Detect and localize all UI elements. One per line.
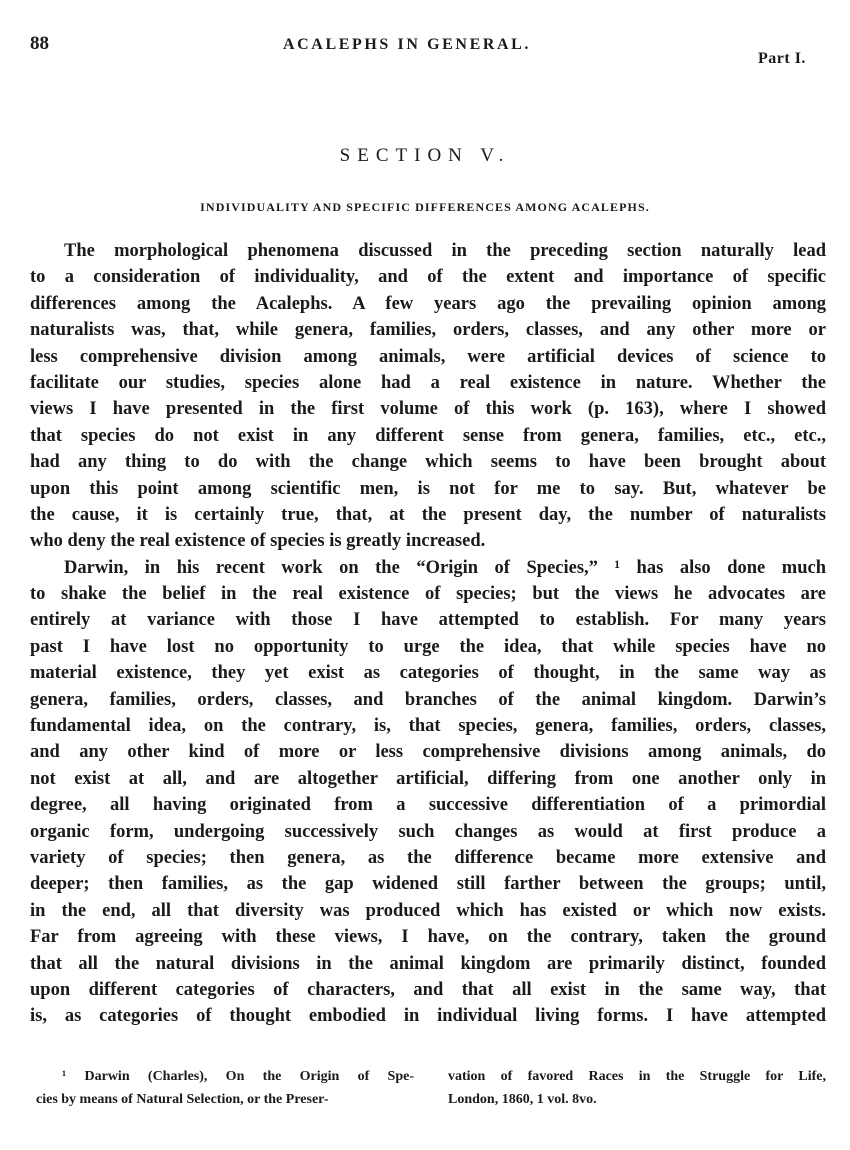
text-line: Darwin, in his recent work on the “Origin of Species,” ¹ has also done much [64, 557, 826, 578]
text-line: and any other kind of more or less comprehensive divisions among animals, do [30, 742, 826, 763]
text-line: is, as categories of thought embodied in individual living forms. I have attempted [30, 1006, 826, 1027]
footnote-column-right [448, 1065, 826, 1111]
text-line: differences among the Acalephs. A few years ago the prevailing opinion among [30, 293, 826, 314]
footnote-column-left [36, 1065, 414, 1111]
text-line: deeper; then families, as the gap widened still farther between the groups; until, [30, 874, 826, 895]
footnote-line: cies by means of Natural Selection, or the Preser- [36, 1092, 329, 1107]
text-line: Far from agreeing with these views, I have, on the contrary, taken the ground [30, 927, 826, 948]
text-line: to shake the belief in the real existence of species; but the views he advocates are [30, 584, 826, 605]
footnote-line: London, 1860, 1 vol. 8vo. [448, 1092, 597, 1107]
text-line: The morphological phenomena discussed in the preceding section naturally lead [64, 241, 826, 261]
text-line: the cause, it is certainly true, that, at the present day, the number of naturalists [30, 504, 826, 525]
text-line: that species do not exist in any different sense from genera, families, etc., etc., [30, 425, 826, 446]
text-line: upon different categories of characters, and that all exist in the same way, that [30, 979, 826, 1000]
text-line: that all the natural divisions in the animal kingdom are primarily distinct, founded [30, 953, 826, 974]
text-line: material existence, they yet exist as categories of thought, in the same way as [30, 663, 826, 684]
page-number: 88 [30, 33, 49, 54]
text-line: entirely at variance with those I have attempted to establish. For many years [30, 610, 826, 631]
text-line: to a consideration of individuality, and of the extent and importance of specific [30, 267, 826, 288]
text-line: past I have lost no opportunity to urge the idea, that while species have no [30, 636, 826, 657]
text-line: degree, all having originated from a successive differentiation of a primordial [30, 795, 826, 816]
text-line: had any thing to do with the change which seems to have been brought about [30, 452, 826, 473]
text-line: organic form, undergoing successively such changes as would at first produce a [30, 821, 826, 842]
footnotes [36, 1065, 826, 1111]
text-line: who deny the real existence of species is greatly increased. [30, 531, 486, 552]
text-line: in the end, all that diversity was produced which has existed or which now exists. [30, 900, 826, 921]
footnote-line: vation of favored Races in the Struggle for Life, [448, 1069, 826, 1084]
text-line: facilitate our studies, species alone had a real existence in nature. Whether the [30, 372, 826, 393]
text-line: naturalists was, that, while genera, families, orders, classes, and any other more or [30, 320, 826, 341]
body-text [30, 238, 826, 1030]
text-line: upon this point among scientific men, is not for me to say. But, whatever be [30, 478, 826, 499]
text-line: genera, families, orders, classes, and branches of the animal kingdom. Darwin’s [30, 689, 826, 710]
footnote-line: ¹ Darwin (Charles), On the Origin of Spe- [62, 1069, 414, 1084]
section-title: SECTION V. [339, 145, 511, 166]
section-subtitle: INDIVIDUALITY AND SPECIFIC DIFFERENCES AMONG ACALEPHS. [200, 200, 650, 214]
running-head: ACALEPHS IN GENERAL. [283, 36, 532, 53]
text-line: fundamental idea, on the contrary, is, that species, genera, families, orders, classes, [30, 716, 826, 737]
text-line: not exist at all, and are altogether artificial, differing from one another only in [30, 768, 826, 789]
part-label: Part I. [758, 50, 806, 67]
text-line: variety of species; then genera, as the difference became more extensive and [30, 847, 826, 868]
text-line: less comprehensive division among animals, were artificial devices of science to [30, 346, 826, 367]
text-line: views I have presented in the first volume of this work (p. 163), where I showed [30, 399, 826, 420]
